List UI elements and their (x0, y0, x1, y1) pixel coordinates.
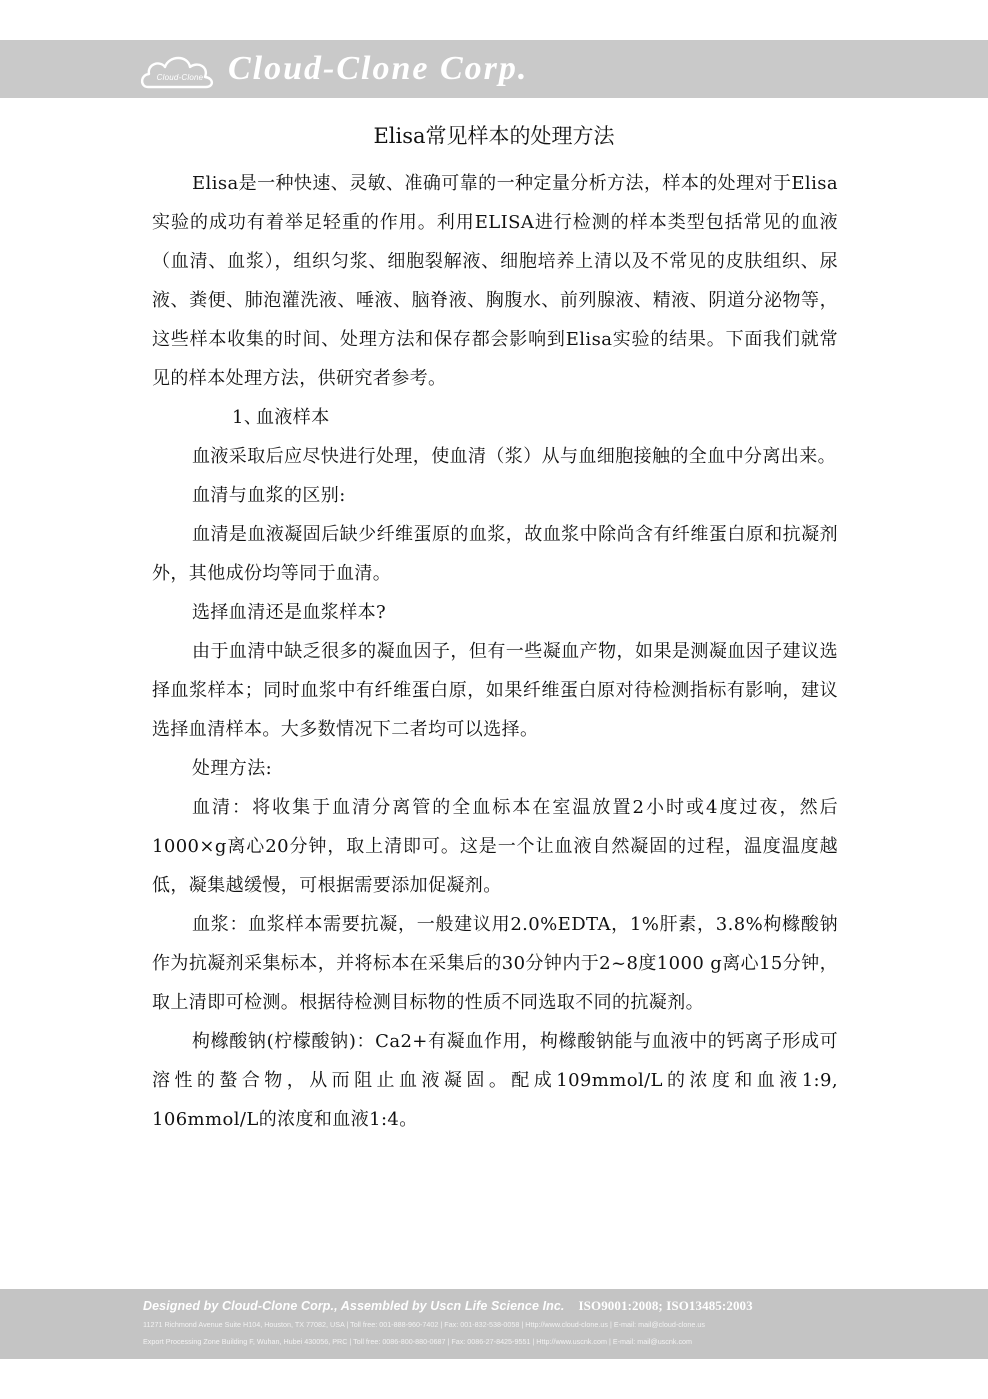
footer-tagline-text: Designed by Cloud-Clone Corp., Assembled by Uscn Life Science Inc. (143, 1299, 565, 1313)
difference-paragraph: 血清是血液凝固后缺少纤维蛋原的血浆，故血浆中除尚含有纤维蛋白原和抗凝剂外，其他成份均等同于血清。 (152, 524, 838, 584)
section-number: 1、 (232, 407, 263, 428)
footer-certifications: ISO9001:2008; ISO13485:2003 (578, 1298, 753, 1313)
footer-banner (0, 1289, 988, 1359)
logo-text: Cloud-Clone (156, 73, 204, 82)
document-body (152, 164, 838, 1139)
brand-name: Cloud-Clone Corp. (228, 50, 529, 87)
serum-paragraph: 血清：将收集于血清分离管的全血标本在室温放置2小时或4度过夜，然后1000×g离心20分钟，取上清即可。这是一个让血液自然凝固的过程，温度温度越低，凝集越缓慢，可根据需要添加促凝剂。 (152, 797, 838, 896)
header-banner (0, 40, 988, 98)
footer-address-us: 11271 Richmond Avenue Suite H104, Houston, TX 77082, USA | Toll free: 001-888-960-7402 | Fax: 001-832-538-0058 | Http://www.cloud-clone.us | E-mail: mail@cloud-clone.us (143, 1320, 705, 1329)
plasma-paragraph: 血浆：血浆样本需要抗凝，一般建议用2.0%EDTA，1%肝素，3.8%枸橼酸钠作为抗凝剂采集标本，并将标本在采集后的30分钟内于2~8度1000 g离心15分钟，取上清即可检测。根据待检测目标物的性质不同选取不同的抗凝剂。 (152, 914, 838, 1013)
section-title: 血液样本 (256, 407, 330, 428)
intro-paragraph: Elisa是一种快速、灵敏、准确可靠的一种定量分析方法，样本的处理对于Elisa实验的成功有着举足轻重的作用。利用ELISA进行检测的样本类型包括常见的血液（血清、血浆），组织匀浆、细胞裂解液、细胞培养上清以及不常见的皮肤组织、尿液、粪便、肺泡灌洗液、唾液、脑脊液、胸腹水、前列腺液、精液、阴道分泌物等，这些样本收集的时间、处理方法和保存都会影响到Elisa实验的结果。下面我们就常见的样本处理方法，供研究者参考。 (152, 173, 838, 389)
method-heading: 处理方法: (192, 758, 273, 779)
cloud-logo-icon (138, 49, 218, 93)
section-heading-blood (152, 398, 838, 437)
footer-address-cn: Export Processing Zone Building F, Wuhan, Hubei 430056, PRC | Toll free: 0086-800-880-0687 | Fax: 0086-27-8425-9551 | Http://www.uscnk.com | E-mail: mail@uscnk.com (143, 1337, 693, 1346)
choice-heading: 选择血清还是血浆样本? (192, 602, 387, 623)
choice-paragraph: 由于血清中缺乏很多的凝血因子，但有一些凝血产物，如果是测凝血因子建议选择血浆样本；同时血浆中有纤维蛋白原，如果纤维蛋白原对待检测指标有影响，建议选择血清样本。大多数情况下二者均可以选择。 (152, 641, 838, 740)
collection-paragraph: 血液采取后应尽快进行处理，使血清（浆）从与血细胞接触的全血中分离出来。 (192, 446, 836, 467)
footer-tagline (143, 1298, 849, 1314)
citrate-paragraph: 枸橼酸钠(柠檬酸钠)：Ca2+有凝血作用，枸橼酸钠能与血液中的钙离子形成可溶性的螯合物，从而阻止血液凝固。配成109mmol/L的浓度和血液1:9, 106mmol/L的浓度和血液1:4。 (152, 1031, 838, 1130)
document-title: Elisa常见样本的处理方法 (373, 124, 615, 148)
difference-heading: 血清与血浆的区别: (192, 485, 346, 506)
